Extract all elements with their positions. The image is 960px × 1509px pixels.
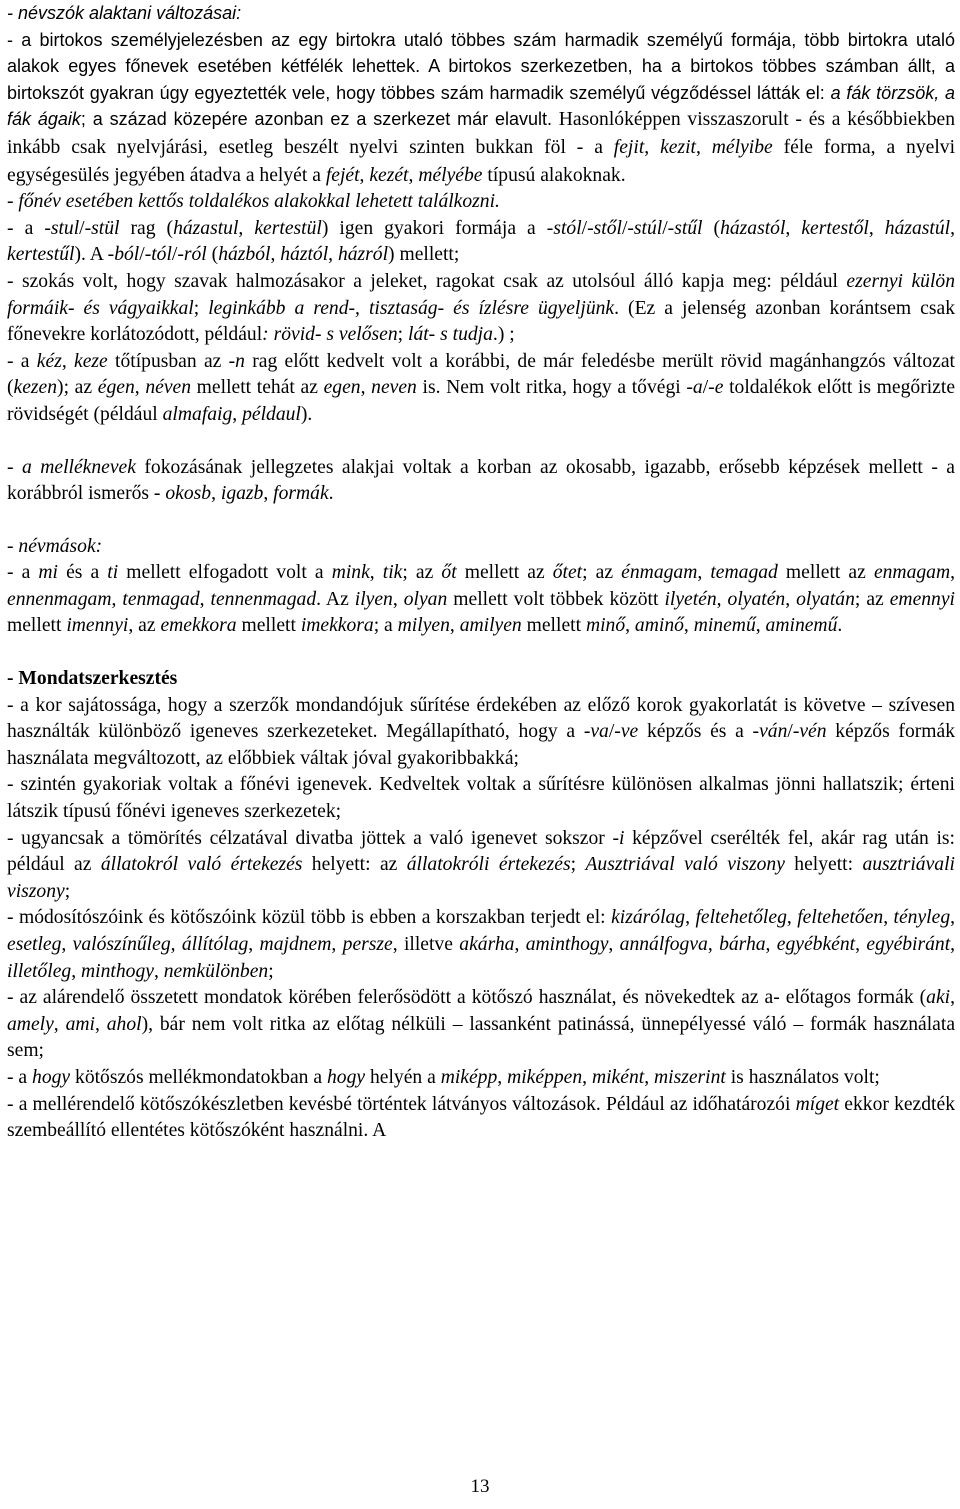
text-run: mellett volt többek között [447, 588, 665, 610]
text-run: /- [608, 721, 621, 743]
text-run: házastól [720, 217, 786, 239]
text-run: ; [268, 960, 274, 982]
paragraph [7, 772, 955, 825]
text-run: stől [593, 217, 622, 239]
text-run: ; [64, 880, 71, 902]
document-page [7, 0, 955, 1145]
text-run: emennyi [889, 588, 955, 610]
text-run: házról [337, 244, 389, 266]
text-run: , [408, 164, 419, 186]
text-run: , [716, 588, 728, 610]
text-run: kizárólag [611, 907, 686, 929]
text-run: leginkább a rend-, tisztaság- és ízlésre ügyeljünk [208, 297, 615, 319]
text-run: , [359, 164, 370, 186]
text-run: persze [342, 934, 393, 955]
text-run: - a kor sajátossága, hogy a szerzők mondandójuk sűrítése érdekében az előző korok gyakorlatát is követve – szívesen használták különböző igeneves szerkezeteket. Megállapítható, hogy a - [7, 694, 955, 743]
text-run: , [199, 588, 211, 610]
text-run: állatokróli értekezés [406, 854, 571, 876]
text-run: minemű [693, 615, 756, 637]
text-run: kezen [13, 377, 58, 399]
text-run: , [134, 377, 146, 399]
paragraph-spacer [7, 508, 955, 534]
text-run: valószínűleg [72, 934, 171, 955]
text-run: , [785, 217, 802, 239]
text-run: , [785, 588, 797, 610]
text-run: illetőleg [7, 960, 72, 982]
text-run: képzővel cserélték fel, akár rag után is: például az [7, 827, 955, 876]
text-run: őtet [552, 562, 583, 584]
paragraph [7, 905, 955, 985]
text-run: ve [620, 721, 639, 743]
text-run: , [360, 377, 372, 399]
text-run: miszerint [653, 1066, 726, 1088]
text-run: , [950, 562, 956, 584]
text-run: égen [97, 377, 135, 399]
text-run: , [683, 615, 694, 637]
text-run: , [868, 217, 885, 239]
text-run: ; [570, 854, 586, 876]
text-run: ; [193, 297, 209, 319]
text-run: féle forma, a nyelvi egységesülés jegyében átadva a helyét a [7, 136, 956, 186]
text-run: , [644, 136, 661, 158]
text-run: stül [91, 217, 120, 239]
text-run: példaul [242, 403, 301, 425]
text-run: ), bár nem volt ritka az előtag nélküli – lassanként patinássá, ünnepélyessé váló – formák használata sem; [7, 1013, 956, 1062]
text-run: , [111, 588, 123, 610]
text-run: : rövid- s velősen [262, 324, 398, 346]
text-run: rag ( [119, 217, 174, 239]
text-run: a fák törzsök, a fák ágaik [7, 82, 955, 130]
text-run: , [61, 350, 75, 372]
text-run: aminthogy [525, 934, 609, 955]
text-run: ván [759, 721, 788, 743]
text-run: stűl [674, 217, 703, 239]
text-run: tól [151, 244, 172, 266]
text-run: házból [218, 244, 271, 266]
text-run: , [449, 615, 460, 637]
text-run: . [837, 615, 843, 637]
text-run: nemkülönben [163, 960, 269, 982]
text-run: , [950, 217, 956, 239]
text-run: ). A - [74, 244, 115, 266]
text-run: stul [50, 217, 80, 239]
text-run: ); az [57, 377, 98, 399]
section-fonev [7, 189, 955, 1145]
text-run: háztól [280, 244, 329, 266]
text-run: állítólag [181, 934, 249, 955]
text-run: ti [107, 562, 119, 584]
text-run: bárha [719, 934, 766, 955]
text-run: tennenmagad [210, 588, 317, 610]
text-run: hogy [32, 1066, 71, 1088]
text-run: enmagam [873, 562, 951, 584]
text-run: tik [382, 562, 403, 584]
paragraph [7, 455, 955, 508]
text-run: , [61, 934, 73, 955]
paragraph [7, 269, 955, 349]
text-run: - névszók alaktani változásai: [7, 3, 242, 23]
text-run: / [702, 377, 709, 399]
text-run: , [369, 562, 383, 584]
text-run: , [950, 907, 956, 929]
text-run: kéz [36, 350, 62, 372]
text-run: kertestől [801, 217, 869, 239]
text-run: , [248, 934, 260, 955]
paragraph [7, 534, 955, 561]
text-run: minő [585, 615, 626, 637]
text-run: ahol [106, 1013, 142, 1035]
text-run: feltehetően [797, 907, 884, 929]
text-run: fejét [325, 164, 360, 186]
text-run: , [608, 934, 620, 955]
text-run: típusú alakoknak. [482, 164, 626, 186]
text-run: mellett az [456, 562, 553, 584]
text-run: ) igen gyakori formája a - [321, 217, 554, 239]
text-run: kezit [660, 136, 696, 158]
section-nevszok [7, 0, 955, 189]
text-run: vén [799, 721, 827, 743]
text-run: , [755, 615, 766, 637]
text-run: ). [300, 403, 313, 425]
text-run: - a [7, 1066, 33, 1088]
text-run: házastul [173, 217, 239, 239]
text-run: ; a század közepére azonban ez a szerkezet már elavult. [80, 109, 552, 130]
text-run: amely [7, 1013, 54, 1035]
text-run: - módosítószóink és kötőszóink közül több is ebben a korszakban terjedt el: [7, 907, 612, 929]
text-run: , [685, 907, 696, 929]
text-run: feltehetőleg [695, 907, 787, 929]
text-run: ilyen [354, 588, 393, 610]
text-run: , illetve [392, 934, 460, 955]
text-run: rag előtt kedvelt volt a korábbi, de már feledésbe merült rövid magánhangzós változat ( [7, 350, 955, 399]
text-run: lát- s tudja [408, 324, 493, 346]
text-run: /- [171, 244, 184, 266]
text-run: házastúl [884, 217, 951, 239]
text-run: ( [206, 244, 219, 266]
text-run: ; a [373, 615, 398, 637]
text-run: /- [139, 244, 152, 266]
text-run: kezét [369, 164, 409, 186]
text-run: imekkora [300, 615, 374, 637]
text-run: milyen [397, 615, 450, 637]
text-run: mellett [521, 615, 586, 637]
text-run: olyatén [727, 588, 786, 610]
text-run: ról [183, 244, 207, 266]
text-run: . Az [316, 588, 355, 610]
text-run: állatokról való értekezés [100, 854, 303, 876]
text-run: i [619, 827, 625, 849]
text-run: /- [79, 217, 92, 239]
paragraph [7, 1092, 955, 1145]
text-run: ilyetén [664, 588, 717, 610]
text-run: olyan [403, 588, 448, 610]
text-run: , [707, 934, 720, 955]
text-run: őt [441, 562, 457, 584]
text-run: képzős formák használata megváltozott, az előbbiek váltak jóval gyakoribbakká; [7, 721, 956, 769]
text-run: ; [397, 324, 408, 346]
text-run: - a [7, 350, 37, 372]
text-run: mellett tehát az [191, 377, 324, 399]
text-run: - szokás volt, hogy szavak halmozásakor a jeleket, ragokat csak az utolsóul álló kapja meg: például [7, 270, 847, 292]
text-run: , [765, 934, 777, 955]
text-run: imennyi [66, 615, 129, 637]
text-run: miképp [440, 1066, 498, 1088]
paragraph [7, 189, 955, 216]
paragraph-spacer [7, 640, 955, 666]
text-run: , [883, 907, 894, 929]
text-run: . (Ez a jelenség azonban korántsem csak főnevekre korlátozódott, például [7, 297, 956, 346]
text-run: , [263, 483, 274, 505]
text-run: esetleg [7, 934, 62, 955]
text-run: formák [273, 483, 329, 505]
text-run: , [514, 934, 526, 955]
paragraph [7, 560, 955, 640]
text-run: majdnem [259, 934, 332, 955]
text-run: , [238, 217, 255, 239]
text-run: . [328, 483, 334, 505]
text-run: , [950, 934, 956, 955]
text-run: minthogy [81, 960, 154, 982]
text-run: aminemű [765, 615, 838, 637]
text-run: /- [787, 721, 800, 743]
text-run: .) ; [492, 324, 515, 346]
text-run: , [950, 987, 955, 1009]
text-run: kertestül [254, 217, 322, 239]
paragraph [7, 826, 955, 906]
text-run: - [7, 456, 22, 478]
text-run: , [53, 1013, 66, 1035]
text-run: /- [621, 217, 634, 239]
text-run: ami [65, 1013, 95, 1035]
text-run: ; az [402, 562, 442, 584]
text-run: , [786, 907, 798, 929]
text-run: mélyibe [711, 136, 773, 158]
text-run: annálfogva [619, 934, 708, 955]
text-run: ; az [854, 588, 890, 610]
text-run: , [331, 934, 343, 955]
text-run: igazb [220, 483, 264, 505]
paragraph [7, 985, 955, 1065]
text-run: , [170, 934, 182, 955]
text-run: - Mondatszerkesztés [7, 668, 178, 690]
text-run: ennenmagam [7, 588, 112, 610]
text-run: kötőszós mellékmondatokban a [70, 1066, 327, 1088]
text-run: tőtípusban az - [107, 350, 236, 372]
text-run: egyébiránt [866, 934, 951, 955]
text-run: ) mellett; [388, 244, 460, 266]
text-run: helyett: [784, 854, 863, 876]
text-run: - a birtokos személyjelezésben az egy birtokra utaló többes szám harmadik személyű formája, több birtokra utaló alakok egyes főnevek esetében kétfélék lehettek. A birtokos szerkezetben, ha a birtokos többes számban állt, a birtokszót gyakran úgy egyeztették vele, hogy többes szám harmadik személyű végződéssel látták el: [7, 29, 955, 103]
text-run: - a [7, 562, 39, 584]
text-run: - a mellérendelő kötőszókészletben kevésbé történtek látványos változások. Például az időhatározói [7, 1093, 796, 1115]
text-run: miként [591, 1066, 645, 1088]
text-run: mellett elfogadott volt a [118, 562, 332, 584]
text-run: , az [128, 615, 161, 637]
text-run: néven [145, 377, 192, 399]
text-run: , [270, 244, 281, 266]
text-run: fokozásának jellegzetes alakjai voltak a korban az okosabb, igazabb, erősebb képzések mellett - a korábbról ismerős - [7, 456, 955, 505]
text-run: , [328, 244, 338, 266]
page-number: 13 [470, 1476, 490, 1497]
paragraph [7, 666, 955, 693]
text-run: aminő [634, 615, 684, 637]
text-run: - a - [7, 217, 51, 239]
text-run: -e [708, 377, 724, 399]
paragraph [7, 349, 955, 429]
text-run: stól [553, 217, 582, 239]
text-run: /- [581, 217, 594, 239]
text-run: okosb [165, 483, 212, 505]
text-run: kertestűl [7, 244, 75, 266]
text-run: ( [702, 217, 721, 239]
text-run: ezernyi külön formáik- és vágyaikkal [7, 270, 955, 319]
text-run: énmagam [621, 562, 698, 584]
text-run: ausztriávali viszony [7, 854, 955, 902]
text-run: - szintén gyakoriak voltak a főnévi igenevek. Kedveltek voltak a sűrítésre különösen alkalmas jönni hallatszik; érteni látszik típusú főnévi igeneves szerkezetek; [7, 774, 955, 823]
text-run: egyébként [776, 934, 856, 955]
text-run: tényleg [893, 907, 951, 929]
text-run: , [625, 615, 635, 637]
text-run: neven [371, 377, 417, 399]
text-run: , [211, 483, 221, 505]
text-run: mellett [7, 615, 67, 637]
text-run: temagad [710, 562, 778, 584]
text-run: , [71, 960, 82, 982]
text-run: miképpen [507, 1066, 583, 1088]
text-run: almafaig [162, 403, 233, 425]
text-run: n [235, 350, 245, 372]
text-run: mellett [236, 615, 301, 637]
text-run: Ausztriával való viszony [585, 854, 785, 876]
paragraph [7, 1065, 955, 1092]
text-run: Hasonlóképpen visszaszorult - és a későbbiekben inkább csak nyelvjárási, esetleg beszélt nyelvi szinten bukkan föl - a [7, 109, 955, 158]
text-run: , [232, 403, 243, 425]
text-run: mellett az [777, 562, 874, 584]
paragraph [7, 0, 955, 27]
text-run: - névmások: [7, 535, 103, 557]
text-run: hogy [326, 1066, 366, 1088]
text-run: - ugyancsak a tömörítés célzatával divatba jöttek a való igenevet sokszor - [7, 827, 620, 849]
text-run: , [94, 1013, 107, 1035]
paragraph [7, 693, 955, 773]
text-run: , [644, 1066, 654, 1088]
text-run: - az alárendelő összetett mondatok körében felerősödött a kötőszó használat, és növekedtek az a- előtagos formák ( [7, 987, 927, 1009]
text-run: ; az [582, 562, 622, 584]
text-run: míget [795, 1093, 840, 1115]
paragraph [7, 216, 955, 269]
text-run: akárha [459, 934, 515, 955]
text-run: , [697, 562, 711, 584]
text-run: stúl [633, 217, 663, 239]
text-run: , [153, 960, 164, 982]
text-run: is. Nem volt ritka, hogy a tővégi [416, 377, 687, 399]
text-run: amilyen [459, 615, 522, 637]
text-run: egen [323, 377, 361, 399]
text-run: /- [662, 217, 675, 239]
text-run: is használatos volt; [725, 1066, 880, 1088]
text-run: , [497, 1066, 508, 1088]
text-run: va [590, 721, 609, 743]
text-run: helyén a [365, 1066, 441, 1088]
text-run: , [392, 588, 404, 610]
text-run: mélyébe [418, 164, 483, 186]
text-run: mi [38, 562, 58, 584]
text-run: olyatán [796, 588, 855, 610]
text-run: és a [58, 562, 108, 584]
text-run: helyett: az [302, 854, 407, 876]
text-run: mink [331, 562, 370, 584]
text-run: , [855, 934, 867, 955]
text-run: - főnév esetében kettős toldalékos alakokkal lehetett találkozni. [7, 191, 500, 213]
text-run: ból [114, 244, 140, 266]
text-run: keze [74, 350, 108, 372]
text-run: toldalékok előtt is megőrizte rövidségét (például [7, 377, 956, 425]
text-run: tenmagad [122, 588, 200, 610]
text-run: aki [926, 987, 951, 1009]
text-run: emekkora [160, 615, 237, 637]
text-run: a melléknevek [21, 456, 136, 478]
text-run: képzős és a - [638, 721, 760, 743]
paragraph-spacer [7, 429, 955, 455]
text-run: ekkor kezdték szembeállító ellentétes kötőszóként használni. A [7, 1093, 955, 1142]
text-run: -a [686, 377, 703, 399]
text-run: fejit [613, 136, 645, 158]
text-run: , [582, 1066, 592, 1088]
paragraph [7, 27, 955, 190]
text-run: , [695, 136, 712, 158]
